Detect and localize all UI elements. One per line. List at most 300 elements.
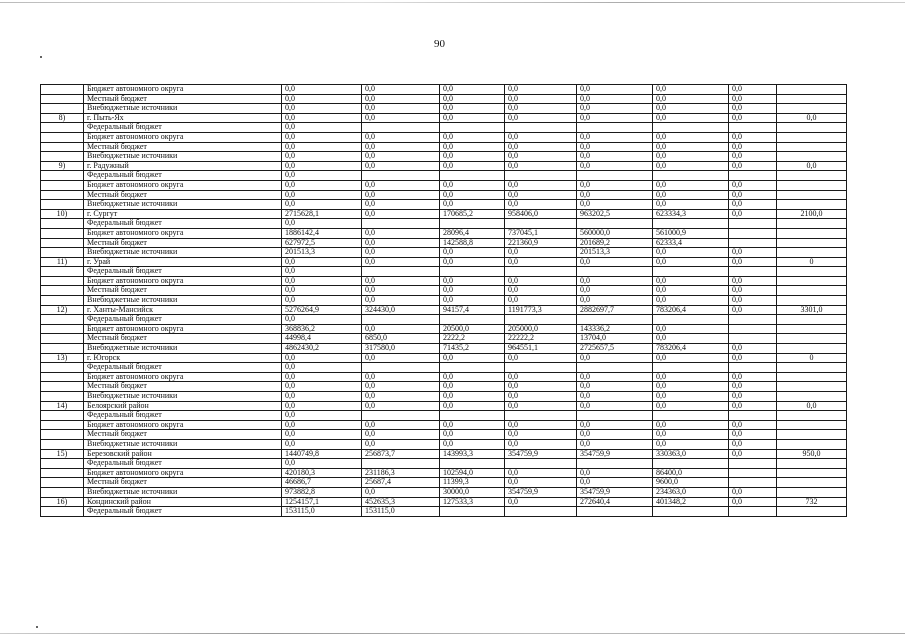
value-cell: 0,0 <box>282 363 362 373</box>
value-cell <box>505 315 577 325</box>
row-label: Внебюджетные источники <box>84 487 282 497</box>
table-row <box>41 104 847 114</box>
value-cell: 0,0 <box>362 420 440 430</box>
value-cell: 0,0 <box>362 372 440 382</box>
value-cell: 0,0 <box>362 324 440 334</box>
value-cell: 127533,3 <box>440 497 505 507</box>
table-row <box>41 507 847 517</box>
row-number <box>41 248 84 258</box>
row-number <box>41 324 84 334</box>
table-row <box>41 334 847 344</box>
value-cell: 0,0 <box>577 142 653 152</box>
value-cell: 0,0 <box>362 439 440 449</box>
value-cell <box>777 430 847 440</box>
value-cell <box>577 363 653 373</box>
row-label: Местный бюджет <box>84 286 282 296</box>
value-cell: 0,0 <box>729 209 777 219</box>
value-cell: 0,0 <box>577 161 653 171</box>
value-cell: 0,0 <box>282 132 362 142</box>
value-cell: 201513,3 <box>282 248 362 258</box>
value-cell: 0,0 <box>577 113 653 123</box>
value-cell <box>653 459 729 469</box>
row-label: Бюджет автономного округа <box>84 468 282 478</box>
value-cell: 30000,0 <box>440 487 505 497</box>
value-cell: 0,0 <box>440 392 505 402</box>
row-number <box>41 94 84 104</box>
value-cell: 0,0 <box>282 190 362 200</box>
value-cell <box>777 180 847 190</box>
value-cell: 0,0 <box>362 190 440 200</box>
value-cell: 317580,0 <box>362 344 440 354</box>
row-number <box>41 85 84 95</box>
value-cell <box>505 411 577 421</box>
value-cell: 256873,7 <box>362 449 440 459</box>
table-row <box>41 411 847 421</box>
value-cell <box>729 123 777 133</box>
value-cell: 201513,3 <box>577 248 653 258</box>
value-cell: 0,0 <box>577 296 653 306</box>
value-cell: 0,0 <box>505 382 577 392</box>
table-row <box>41 228 847 238</box>
value-cell: 0,0 <box>653 152 729 162</box>
value-cell: 0,0 <box>777 401 847 411</box>
value-cell: 330363,0 <box>653 449 729 459</box>
row-label: Внебюджетные источники <box>84 152 282 162</box>
value-cell: 0,0 <box>282 296 362 306</box>
value-cell: 0,0 <box>282 372 362 382</box>
table-row <box>41 142 847 152</box>
value-cell: 0,0 <box>729 276 777 286</box>
value-cell <box>653 219 729 229</box>
value-cell: 0,0 <box>282 171 362 181</box>
value-cell <box>653 315 729 325</box>
value-cell: 13704,0 <box>577 334 653 344</box>
row-number <box>41 190 84 200</box>
row-label: г. Радужный <box>84 161 282 171</box>
value-cell: 0,0 <box>440 439 505 449</box>
value-cell <box>777 324 847 334</box>
value-cell: 0,0 <box>653 142 729 152</box>
value-cell <box>729 468 777 478</box>
value-cell: 0,0 <box>577 276 653 286</box>
table-row <box>41 468 847 478</box>
value-cell: 0,0 <box>282 420 362 430</box>
row-number: 13) <box>41 353 84 363</box>
table-row <box>41 392 847 402</box>
value-cell <box>440 411 505 421</box>
value-cell: 221360,9 <box>505 238 577 248</box>
value-cell: 28096,4 <box>440 228 505 238</box>
value-cell <box>505 459 577 469</box>
value-cell <box>577 315 653 325</box>
value-cell: 732 <box>777 497 847 507</box>
value-cell: 0,0 <box>282 286 362 296</box>
value-cell: 0,0 <box>653 334 729 344</box>
value-cell: 0,0 <box>362 85 440 95</box>
value-cell <box>777 315 847 325</box>
value-cell: 22222,2 <box>505 334 577 344</box>
value-cell <box>505 171 577 181</box>
row-label: Внебюджетные источники <box>84 344 282 354</box>
table-row <box>41 286 847 296</box>
row-number <box>41 171 84 181</box>
value-cell <box>777 238 847 248</box>
value-cell: 0,0 <box>440 257 505 267</box>
value-cell: 0,0 <box>777 161 847 171</box>
table-row <box>41 372 847 382</box>
value-cell: 0,0 <box>282 94 362 104</box>
value-cell: 0,0 <box>577 180 653 190</box>
table-row <box>41 123 847 133</box>
table-row <box>41 152 847 162</box>
value-cell: 452635,3 <box>362 497 440 507</box>
row-number <box>41 238 84 248</box>
value-cell: 0,0 <box>282 401 362 411</box>
value-cell: 0,0 <box>653 104 729 114</box>
value-cell: 2882697,7 <box>577 305 653 315</box>
value-cell: 0,0 <box>282 411 362 421</box>
row-number: 12) <box>41 305 84 315</box>
value-cell: 153115,0 <box>362 507 440 517</box>
row-number <box>41 152 84 162</box>
value-cell: 1440749,8 <box>282 449 362 459</box>
value-cell: 0,0 <box>440 180 505 190</box>
value-cell: 0,0 <box>653 190 729 200</box>
value-cell <box>777 468 847 478</box>
value-cell: 0,0 <box>505 113 577 123</box>
value-cell: 1886142,4 <box>282 228 362 238</box>
value-cell: 0,0 <box>505 497 577 507</box>
value-cell <box>729 267 777 277</box>
row-label: Внебюджетные источники <box>84 248 282 258</box>
value-cell: 0,0 <box>577 478 653 488</box>
value-cell <box>653 171 729 181</box>
value-cell <box>505 267 577 277</box>
value-cell: 0,0 <box>282 180 362 190</box>
value-cell: 0,0 <box>653 248 729 258</box>
value-cell: 0,0 <box>505 190 577 200</box>
value-cell <box>577 459 653 469</box>
value-cell <box>362 219 440 229</box>
value-cell: 0,0 <box>505 161 577 171</box>
scan-speck <box>40 56 42 58</box>
row-number <box>41 478 84 488</box>
value-cell: 0,0 <box>282 382 362 392</box>
value-cell: 0,0 <box>577 152 653 162</box>
value-cell: 0,0 <box>577 85 653 95</box>
value-cell: 560000,0 <box>577 228 653 238</box>
value-cell: 0,0 <box>505 296 577 306</box>
value-cell: 0,0 <box>653 257 729 267</box>
value-cell <box>777 411 847 421</box>
value-cell <box>777 507 847 517</box>
value-cell <box>362 411 440 421</box>
value-cell: 0,0 <box>729 94 777 104</box>
value-cell: 0,0 <box>577 200 653 210</box>
row-label: Бюджет автономного округа <box>84 420 282 430</box>
table-row <box>41 439 847 449</box>
row-number <box>41 363 84 373</box>
value-cell: 0,0 <box>282 104 362 114</box>
value-cell <box>777 132 847 142</box>
value-cell <box>505 219 577 229</box>
row-label: Бюджет автономного округа <box>84 180 282 190</box>
value-cell: 0,0 <box>282 439 362 449</box>
value-cell: 420180,3 <box>282 468 362 478</box>
value-cell <box>777 248 847 258</box>
value-cell <box>653 507 729 517</box>
scan-speck <box>36 626 38 628</box>
value-cell: 963202,5 <box>577 209 653 219</box>
value-cell: 234363,0 <box>653 487 729 497</box>
value-cell: 0,0 <box>505 257 577 267</box>
row-number <box>41 334 84 344</box>
table-row <box>41 487 847 497</box>
row-label: Бюджет автономного округа <box>84 132 282 142</box>
row-label: Внебюджетные источники <box>84 200 282 210</box>
value-cell: 0,0 <box>282 85 362 95</box>
value-cell: 354759,9 <box>577 449 653 459</box>
value-cell: 0,0 <box>729 401 777 411</box>
value-cell <box>777 94 847 104</box>
value-cell: 0,0 <box>440 353 505 363</box>
value-cell: 9600,0 <box>653 478 729 488</box>
row-number <box>41 344 84 354</box>
value-cell: 354759,9 <box>505 449 577 459</box>
value-cell: 958406,0 <box>505 209 577 219</box>
row-label: Федеральный бюджет <box>84 363 282 373</box>
value-cell: 0,0 <box>362 104 440 114</box>
value-cell: 0,0 <box>440 296 505 306</box>
row-label: Местный бюджет <box>84 334 282 344</box>
value-cell <box>577 123 653 133</box>
value-cell <box>777 104 847 114</box>
value-cell: 0,0 <box>505 142 577 152</box>
value-cell: 2715628,1 <box>282 209 362 219</box>
value-cell <box>777 363 847 373</box>
value-cell: 0,0 <box>653 85 729 95</box>
value-cell <box>777 228 847 238</box>
value-cell <box>777 392 847 402</box>
row-label: Местный бюджет <box>84 94 282 104</box>
table-row <box>41 353 847 363</box>
value-cell: 0,0 <box>505 200 577 210</box>
row-label: Федеральный бюджет <box>84 459 282 469</box>
table-row <box>41 200 847 210</box>
value-cell: 102594,0 <box>440 468 505 478</box>
value-cell <box>777 123 847 133</box>
value-cell: 561000,9 <box>653 228 729 238</box>
value-cell: 11399,3 <box>440 478 505 488</box>
value-cell <box>577 411 653 421</box>
row-label: Местный бюджет <box>84 430 282 440</box>
value-cell: 0,0 <box>577 372 653 382</box>
value-cell <box>729 507 777 517</box>
row-label: Федеральный бюджет <box>84 267 282 277</box>
value-cell: 0,0 <box>653 353 729 363</box>
row-label: г. Ханты-Мансийск <box>84 305 282 315</box>
table-row <box>41 209 847 219</box>
value-cell: 0,0 <box>729 353 777 363</box>
value-cell <box>729 219 777 229</box>
row-number <box>41 392 84 402</box>
value-cell: 0,0 <box>440 401 505 411</box>
value-cell <box>729 363 777 373</box>
value-cell <box>777 286 847 296</box>
value-cell: 0,0 <box>729 296 777 306</box>
value-cell <box>577 267 653 277</box>
value-cell: 0,0 <box>729 497 777 507</box>
row-number: 16) <box>41 497 84 507</box>
table-row <box>41 276 847 286</box>
row-number <box>41 487 84 497</box>
value-cell: 0,0 <box>282 392 362 402</box>
row-number: 8) <box>41 113 84 123</box>
value-cell: 0,0 <box>440 161 505 171</box>
value-cell: 0,0 <box>653 324 729 334</box>
value-cell: 0,0 <box>282 267 362 277</box>
value-cell <box>777 200 847 210</box>
row-number <box>41 468 84 478</box>
value-cell: 0,0 <box>362 209 440 219</box>
table-row <box>41 449 847 459</box>
value-cell: 0,0 <box>440 132 505 142</box>
value-cell <box>362 267 440 277</box>
value-cell: 0,0 <box>505 372 577 382</box>
value-cell <box>440 123 505 133</box>
row-label: Внебюджетные источники <box>84 439 282 449</box>
value-cell <box>777 142 847 152</box>
value-cell: 0,0 <box>505 468 577 478</box>
value-cell: 0,0 <box>282 315 362 325</box>
row-label: Бюджет автономного округа <box>84 324 282 334</box>
row-label: Федеральный бюджет <box>84 411 282 421</box>
value-cell <box>362 315 440 325</box>
value-cell <box>729 478 777 488</box>
value-cell <box>777 171 847 181</box>
value-cell: 0,0 <box>440 286 505 296</box>
row-number <box>41 315 84 325</box>
row-number <box>41 372 84 382</box>
value-cell: 0,0 <box>653 430 729 440</box>
value-cell: 2100,0 <box>777 209 847 219</box>
value-cell: 0,0 <box>729 487 777 497</box>
value-cell: 0,0 <box>362 142 440 152</box>
value-cell: 0,0 <box>729 286 777 296</box>
row-label: г. Сургут <box>84 209 282 219</box>
value-cell: 0,0 <box>362 238 440 248</box>
value-cell: 0,0 <box>653 420 729 430</box>
value-cell: 0,0 <box>729 344 777 354</box>
value-cell: 0,0 <box>653 401 729 411</box>
row-number: 11) <box>41 257 84 267</box>
row-label: Федеральный бюджет <box>84 219 282 229</box>
row-number: 15) <box>41 449 84 459</box>
row-label: Бюджет автономного округа <box>84 85 282 95</box>
value-cell: 0,0 <box>777 113 847 123</box>
value-cell: 0,0 <box>362 392 440 402</box>
row-label: Местный бюджет <box>84 382 282 392</box>
value-cell: 0,0 <box>729 190 777 200</box>
value-cell: 0,0 <box>362 296 440 306</box>
value-cell <box>729 411 777 421</box>
table-row <box>41 382 847 392</box>
value-cell: 143993,3 <box>440 449 505 459</box>
value-cell: 0,0 <box>729 132 777 142</box>
value-cell <box>577 171 653 181</box>
row-number <box>41 296 84 306</box>
value-cell <box>505 123 577 133</box>
row-number <box>41 420 84 430</box>
table-row <box>41 180 847 190</box>
row-label: Местный бюджет <box>84 478 282 488</box>
table-row <box>41 497 847 507</box>
budget-table <box>40 84 847 517</box>
value-cell: 0,0 <box>653 276 729 286</box>
row-number <box>41 382 84 392</box>
row-number <box>41 142 84 152</box>
value-cell: 6850,0 <box>362 334 440 344</box>
value-cell: 4862430,2 <box>282 344 362 354</box>
value-cell: 0,0 <box>653 161 729 171</box>
table-row <box>41 85 847 95</box>
value-cell: 0,0 <box>362 276 440 286</box>
value-cell: 0,0 <box>362 132 440 142</box>
value-cell: 0,0 <box>505 478 577 488</box>
value-cell: 3301,0 <box>777 305 847 315</box>
value-cell: 0,0 <box>729 382 777 392</box>
value-cell: 0,0 <box>653 132 729 142</box>
value-cell <box>777 382 847 392</box>
value-cell: 0,0 <box>577 430 653 440</box>
value-cell: 86400,0 <box>653 468 729 478</box>
value-cell: 5276264,9 <box>282 305 362 315</box>
value-cell: 71435,2 <box>440 344 505 354</box>
value-cell: 20500,0 <box>440 324 505 334</box>
value-cell: 0,0 <box>653 200 729 210</box>
value-cell: 0,0 <box>362 113 440 123</box>
value-cell: 0,0 <box>653 392 729 402</box>
value-cell <box>440 267 505 277</box>
scan-edge-top <box>0 2 905 3</box>
value-cell: 0,0 <box>282 430 362 440</box>
value-cell: 0,0 <box>505 94 577 104</box>
value-cell: 0,0 <box>505 152 577 162</box>
value-cell <box>777 334 847 344</box>
value-cell: 0,0 <box>505 439 577 449</box>
value-cell: 0,0 <box>505 104 577 114</box>
row-label: Березовский район <box>84 449 282 459</box>
row-number <box>41 123 84 133</box>
value-cell: 0,0 <box>440 248 505 258</box>
value-cell: 627972,5 <box>282 238 362 248</box>
value-cell: 0,0 <box>362 286 440 296</box>
value-cell: 0,0 <box>729 257 777 267</box>
value-cell: 0,0 <box>505 276 577 286</box>
row-number <box>41 104 84 114</box>
value-cell: 62333,4 <box>653 238 729 248</box>
row-label: Внебюджетные источники <box>84 104 282 114</box>
value-cell: 0,0 <box>362 180 440 190</box>
value-cell: 324430,0 <box>362 305 440 315</box>
table-row <box>41 190 847 200</box>
row-number <box>41 228 84 238</box>
value-cell: 0,0 <box>440 420 505 430</box>
row-number: 14) <box>41 401 84 411</box>
value-cell: 0,0 <box>505 180 577 190</box>
value-cell: 0,0 <box>505 286 577 296</box>
value-cell: 0,0 <box>729 85 777 95</box>
